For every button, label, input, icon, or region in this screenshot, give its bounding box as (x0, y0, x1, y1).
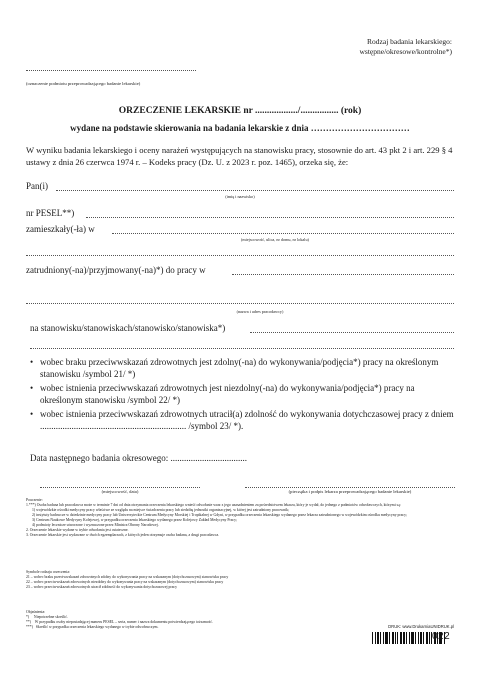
barcode-bar (375, 632, 376, 644)
form-number: 022 (432, 631, 451, 642)
document-title: ORZECZENIE LEKARSKIE nr ................../................ (rok) (118, 106, 362, 116)
position-field[interactable] (250, 332, 454, 333)
pan-label: Pan(i) (26, 181, 48, 191)
barcode-bar (411, 632, 414, 644)
barcode-bar (380, 632, 381, 644)
bullet-fit[interactable]: • wobec braku przeciwwskazań zdrowotnych jest zdolny(-na) do wykonywania/podjęcia*) pracy na określonym stanowisku /symbol 21/ *) (40, 356, 454, 380)
pesel-field[interactable] (86, 217, 454, 218)
position-label: na stanowisku/stanowiskach/stanowisko/stanowiska*) (30, 323, 226, 333)
employer-caption: (nazwa i adres pracodawcy) (236, 309, 284, 314)
notes-heading: Pouczenie: (26, 498, 43, 502)
document-subtitle: wydane na podstawie skierowania na badania lekarskie z dnia …………………………… (70, 123, 410, 133)
bullet-lost[interactable]: • wobec istnienia przeciwwskazań zdrowotnych utracił(a) zdolność do wykonywania dotychczasowej pracy z dniem ................................................................. /symbol 23/ *). (40, 408, 454, 432)
next-exam-date[interactable]: Data następnego badania okresowego: .................................. (30, 453, 247, 463)
symbol-22: 22 – wobec przeciwwskazań zdrowotnych niezdolny do wykonywania pracy na wskazanym (dotychczasowym) stanowisku pracy (26, 580, 224, 584)
barcode-bar (409, 632, 410, 644)
printer-credit: DRUK: www.DrukarniaUNIDRUK.pl (388, 624, 454, 629)
doctor-signature-line[interactable] (245, 487, 455, 488)
explanations-section (26, 610, 346, 630)
explanation-2: **) W przypadku osoby nieposiadającej numeru PESEL – seria, numer i nazwa dokumentu potwierdzającego tożsamość. (26, 620, 213, 624)
pesel-label: nr PESEL**) (26, 208, 75, 218)
barcode-bar (420, 632, 422, 644)
note-1-4: 4) podmioty lecznicze utworzone i wyznaczone przez Ministra Obrony Narodowej. (32, 523, 159, 527)
entity-line (26, 70, 196, 71)
employer-field[interactable] (232, 274, 454, 275)
barcode-bar (429, 632, 430, 644)
exam-type-label (300, 37, 452, 57)
barcode-bar (400, 632, 402, 644)
symbols-section (26, 570, 456, 590)
place-date-line[interactable] (40, 487, 200, 488)
barcode-bar (406, 632, 407, 644)
symbols-heading: Symbole rodzaju orzeczenia: (26, 570, 71, 574)
exam-type-options[interactable]: wstępne/okresowe/kontrolne*) (359, 47, 452, 56)
position-field-line2[interactable] (30, 348, 454, 349)
explanation-3: ***) Skreślić w przypadku orzeczenia lekarskiego wydanego w trybie odwoławczym. (26, 625, 159, 629)
employed-label: zatrudniony(-na)/przyjmowany(-na)*) do pracy w (26, 265, 206, 275)
barcode-bar (426, 632, 428, 644)
barcode-bar (377, 632, 379, 644)
barcode-bar (385, 632, 388, 644)
doctor-signature-caption: (pieczątka i podpis lekarza przeprowadzającego badanie lekarskie) (288, 489, 412, 494)
barcode-bar (403, 632, 405, 644)
name-field[interactable] (56, 190, 454, 191)
note-2: 2. Orzeczenie lekarskie wydane w trybie odwołania jest ostateczne. (26, 528, 129, 532)
barcode-bar (372, 632, 373, 644)
barcode-bar (397, 632, 398, 644)
symbol-23: 23 – wobec przeciwwskazań zdrowotnych utracił zdolność do wykonywania dotychczasowej pracy (26, 585, 177, 589)
note-1-3: 3) Centrum Naukowe Medycyny Kolejowej, w przypadku orzeczenia lekarskiego wydanego przez Kolejowy Zakład Medycyny Pracy; (32, 518, 238, 522)
note-1: 1.***) Osoba badana lub pracodawca może w terminie 7 dni od dnia otrzymania orzeczenia lekarskiego wnieść odwołanie wraz z jego uzasadnieniem za pośrednictwem lekarza, który je wydał, do jednego z podmiotów odwoławczych, którymi są: (26, 503, 401, 507)
notes-section (26, 498, 456, 538)
explanations-heading: Objaśnienia: (26, 610, 46, 614)
barcode-bar (423, 632, 424, 644)
barcode-bar (383, 632, 384, 644)
entity-caption: (oznaczenie podmiotu przeprowadzającego badanie lekarskie) (26, 81, 141, 86)
exam-type-title: Rodzaj badania lekarskiego: (367, 37, 452, 46)
employer-field-line2[interactable] (26, 303, 454, 304)
note-3: 3. Orzeczenie lekarskie jest wydawane w dwóch egzemplarzach, z których jeden otrzymuje osoba badana, a drugi pracodawca. (26, 533, 220, 537)
barcode-bar (418, 632, 419, 644)
barcode-bar (389, 632, 390, 644)
address-field-line2[interactable] (26, 255, 454, 256)
note-1-2: 2) instytuty badawcze w dziedzinie medycyny pracy lub Uniwersyteckie Centrum Medycyny Morskiej i Tropikalnej w Gdyni, w przypadku orzeczenia lekarskiego wydanego przez lekarza zatrudnionego w wojewódzkim ośrodku medycyny pracy; (32, 513, 408, 517)
place-date-caption: (miejscowość, data) (101, 489, 139, 494)
note-1-1: 1) wojewódzkie ośrodki medycyny pracy właściwe ze względu na miejsce świadczenia pracy lub siedzibę jednostki organizacyjnej, w której jest zatrudniony pracownik; (32, 508, 290, 512)
name-caption: (imię i nazwisko) (225, 194, 255, 199)
intro-paragraph: W wyniku badania lekarskiego i oceny narażeń występujących na stanowisku pracy, stosownie do art. 43 pkt 2 i art. 229 § 4 ustawy z dnia 26 czerwca 1974 r. – Kodeks pracy (Dz. U. z 2023 r. poz. 1465), orzeka się, że: (26, 145, 453, 167)
barcode-bar (415, 632, 416, 644)
barcode-bar (395, 632, 396, 644)
address-field[interactable] (112, 233, 454, 234)
explanation-1: *) Niepotrzebne skreślić. (26, 615, 68, 619)
barcode-bar (392, 632, 394, 644)
address-caption: (miejscowość, ulica, nr domu, nr lokalu) (241, 237, 309, 242)
address-label: zamieszkały(-ła) w (26, 224, 95, 234)
bullet-unfit[interactable]: • wobec istnienia przeciwwskazań zdrowotnych jest niezdolny(-na) do wykonywania/podjęcia*) pracy na określonym stanowisku /symbol 22/ *) (40, 382, 454, 406)
symbol-21: 21 – wobec braku przeciwwskazań zdrowotnych zdolny do wykonywania pracy na wskazanym (dotychczasowym) stanowisku pracy (26, 575, 229, 579)
